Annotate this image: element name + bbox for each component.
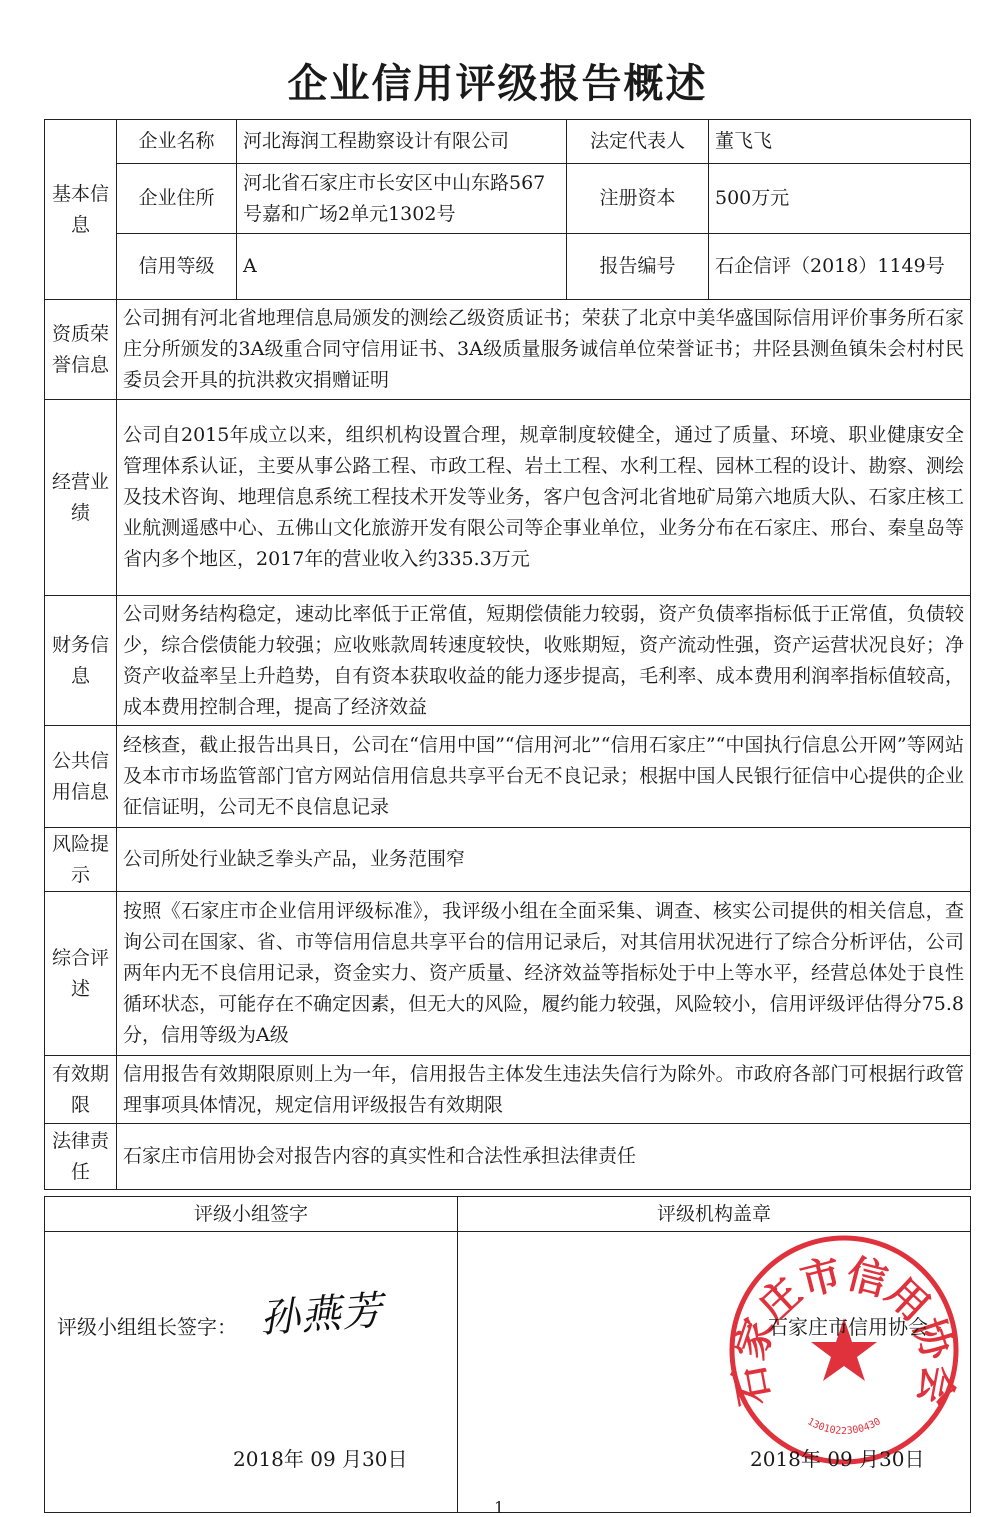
report-no-value: 石企信评（2018）1149号 [709, 234, 971, 300]
section-label: 有效期限 [45, 1056, 117, 1124]
legal-rep-value: 董飞飞 [709, 120, 971, 164]
agency-name: 石家庄市信用协会 [768, 1315, 928, 1339]
section-label: 经营业绩 [45, 400, 117, 596]
capital-value: 500万元 [709, 164, 971, 234]
left-date: 2018年 09 月30日 [233, 1447, 408, 1471]
signature-table [44, 1196, 971, 1513]
section-content: 公司拥有河北省地理信息局颁发的测绘乙级资质证书；荣获了北京中美华盛国际信用评价事务所石家庄分所颁发的3A级重合同守信用证书、3A级质量服务诚信单位荣誉证书；井陉县测鱼镇朱会村村民委员会开具的抗洪救灾捐赠证明 [117, 300, 971, 400]
seal-text: 石家庄市信用协会 [726, 1250, 962, 1409]
address-label: 企业住所 [117, 164, 237, 234]
section-content: 公司自2015年成立以来，组织机构设置合理，规章制度较健全，通过了质量、环境、职业健康安全管理体系认证，主要从事公路工程、市政工程、岩土工程、水利工程、园林工程的设计、勘察、测绘及技术咨询、地理信息系统工程技术开发等业务，客户包含河北省地矿局第六地质大队、石家庄核工业航测遥感中心、五佛山文化旅游开发有限公司等企事业单位，业务分布在石家庄、邢台、秦皇岛等省内多个地区，2017年的营业收入约335.3万元 [117, 400, 971, 596]
section-content: 经核查，截止报告出具日，公司在“信用中国”“信用河北”“信用石家庄”“中国执行信息公开网”等网站及本市市场监管部门官方网站信用信息共享平台无不良记录；根据中国人民银行征信中心提供的企业征信证明，公司无不良信息记录 [117, 726, 971, 828]
company-name-label: 企业名称 [117, 120, 237, 164]
leader-signature-label: 评级小组组长签字： [57, 1315, 237, 1339]
credit-grade-value: A [237, 234, 567, 300]
section-content: 按照《石家庄市企业信用评级标准》，我评级小组在全面采集、调查、核实公司提供的相关信息，查询公司在国家、省、市等信用信息共享平台的信用记录后，对其信用状况进行了综合分析评估，公司两年内无不良信用记录，资金实力、资产质量、经济效益等指标处于中上等水平，经营总体处于良性循环状态，可能存在不确定因素，但无大的风险，履约能力较强，风险较小，信用评级评估得分75.8分，信用等级为A级 [117, 892, 971, 1056]
section-label: 公共信用信息 [45, 726, 117, 828]
section-label: 法律责任 [45, 1124, 117, 1190]
credit-grade-label: 信用等级 [117, 234, 237, 300]
company-name-value: 河北海润工程勘察设计有限公司 [237, 120, 567, 164]
group-signature-cell [45, 1232, 458, 1513]
seal-number: 1301022300430 [805, 1416, 883, 1437]
leader-signature: 孙燕芳 [258, 1287, 385, 1343]
section-label: 财务信息 [45, 596, 117, 726]
legal-rep-label: 法定代表人 [567, 120, 709, 164]
section-content: 公司财务结构稳定，速动比率低于正常值，短期偿债能力较弱，资产负债率指标低于正常值，负债较少，综合偿债能力较强；应收账款周转速度较快，收账期短，资产流动性强，资产运营状况良好；净资产收益率呈上升趋势，自有资本获取收益的能力逐步提高，毛利率、成本费用利润率指标值较高，成本费用控制合理，提高了经济效益 [117, 596, 971, 726]
right-date: 2018年 09 月30日 [750, 1447, 925, 1471]
address-value: 河北省石家庄市长安区中山东路567号嘉和广场2单元1302号 [237, 164, 567, 234]
official-seal-icon [726, 1232, 962, 1468]
report-table [44, 119, 971, 1190]
section-content: 公司所处行业缺乏拳头产品，业务范围窄 [117, 828, 971, 892]
section-content: 石家庄市信用协会对报告内容的真实性和合法性承担法律责任 [117, 1124, 971, 1190]
agency-seal-cell [458, 1232, 971, 1513]
capital-label: 注册资本 [567, 164, 709, 234]
section-label: 风险提示 [45, 828, 117, 892]
group-signature-header: 评级小组签字 [45, 1197, 458, 1232]
page-title: 企业信用评级报告概述 [287, 61, 708, 107]
section-label: 综合评述 [45, 892, 117, 1056]
agency-seal-header: 评级机构盖章 [458, 1197, 971, 1232]
section-content: 信用报告有效期限原则上为一年，信用报告主体发生违法失信行为除外。市政府各部门可根据行政管理事项具体情况，规定信用评级报告有效期限 [117, 1056, 971, 1124]
page-number: 1 [494, 1498, 505, 1517]
report-no-label: 报告编号 [567, 234, 709, 300]
basic-info-category: 基本信息 [45, 120, 117, 300]
section-label: 资质荣誉信息 [45, 300, 117, 400]
